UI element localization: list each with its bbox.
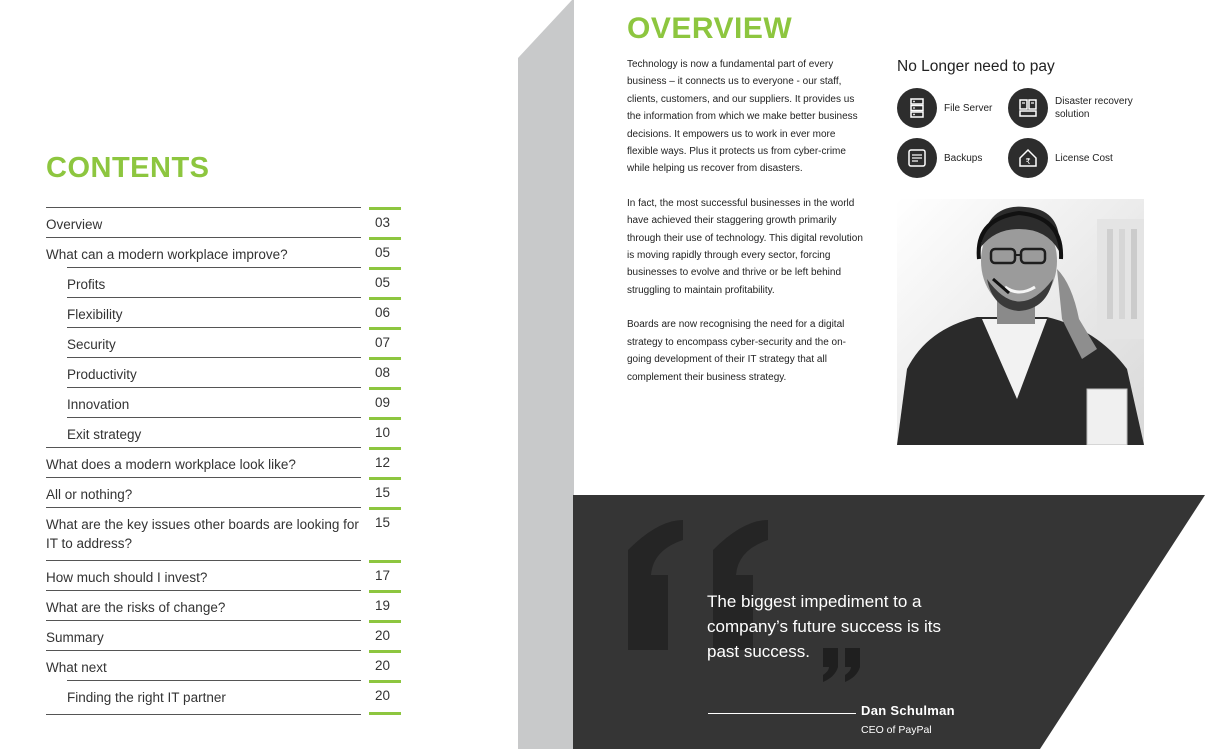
toc-entry-page: 03	[369, 207, 401, 237]
toc-entry[interactable]	[46, 297, 402, 327]
quote-divider	[708, 713, 856, 714]
toc-entry-page: 15	[369, 507, 401, 560]
disaster-recovery-icon	[1008, 88, 1048, 128]
toc-entry-page: 08	[369, 357, 401, 387]
toc-entry-page: 10	[369, 417, 401, 447]
toc-entry-title: Finding the right IT partner	[67, 680, 361, 710]
toc-entry[interactable]	[46, 267, 402, 297]
toc-entry-page: 15	[369, 477, 401, 507]
file-server-icon	[897, 88, 937, 128]
page-spine	[518, 0, 574, 749]
toc-entry[interactable]	[46, 590, 402, 620]
toc-entry[interactable]	[46, 507, 402, 560]
no-longer-title: No Longer need to pay	[897, 58, 1055, 75]
overview-paragraph: Technology is now a fundamental part of every business – it connects us to everyone - our staff, clients, customers, and our suppliers. It provides us the information from which we make better business decisions. It empowers us to work in ever more flexible ways. Plus it protects us from cyber-crime while helping us recover from disasters.	[627, 59, 858, 175]
toc-entry-page: 12	[369, 447, 401, 477]
toc-entry-title: How much should I invest?	[46, 560, 361, 590]
toc-entry-title: Innovation	[67, 387, 361, 417]
toc-entry-title: What does a modern workplace look like?	[46, 447, 361, 477]
toc-entry-title: Flexibility	[67, 297, 361, 327]
toc-entry-page: 05	[369, 237, 401, 267]
toc-entry[interactable]	[46, 237, 402, 267]
toc-entry[interactable]	[46, 207, 402, 237]
feature-label: File Server	[944, 102, 993, 114]
feature-label: Backups	[944, 152, 983, 164]
toc-bottom-accent	[369, 712, 401, 715]
toc-entry-title: All or nothing?	[46, 477, 361, 507]
feature-label: Disaster recovery solution	[1055, 96, 1133, 120]
feature-disaster-recovery	[1008, 88, 1145, 128]
toc-entry[interactable]	[46, 447, 402, 477]
feature-backups	[897, 138, 1014, 178]
toc-entry-title: Summary	[46, 620, 361, 650]
toc-entry-title: Exit strategy	[67, 417, 361, 447]
toc-bottom-rule	[46, 714, 361, 715]
toc-entry[interactable]	[46, 620, 402, 650]
toc-entry-title: Profits	[67, 267, 361, 297]
toc-entry-page: 20	[369, 650, 401, 680]
toc-entry[interactable]	[46, 357, 402, 387]
toc-entry-page: 20	[369, 680, 401, 710]
feature-file-server	[897, 88, 1014, 128]
toc-entry-page: 17	[369, 560, 401, 590]
toc-entry-page: 09	[369, 387, 401, 417]
toc-entry-title: Productivity	[67, 357, 361, 387]
quote-author: Dan Schulman	[861, 703, 955, 718]
toc-entry-title: What are the key issues other boards are looking for IT to address?	[46, 507, 361, 560]
quote-author-role: CEO of PayPal	[861, 724, 932, 736]
contents-title: CONTENTS	[46, 152, 210, 184]
toc-entry[interactable]	[46, 560, 402, 590]
toc-entry[interactable]	[46, 477, 402, 507]
feature-license-cost	[1008, 138, 1145, 178]
toc-entry[interactable]	[46, 417, 402, 447]
backups-icon	[897, 138, 937, 178]
table-of-contents	[46, 207, 402, 710]
toc-entry-title: What are the risks of change?	[46, 590, 361, 620]
toc-entry-page: 20	[369, 620, 401, 650]
overview-title: OVERVIEW	[627, 12, 793, 45]
toc-entry[interactable]	[46, 387, 402, 417]
quote-text: The biggest impediment to a company’s future success is its past success.	[707, 592, 941, 661]
toc-entry-page: 19	[369, 590, 401, 620]
license-cost-icon	[1008, 138, 1048, 178]
toc-entry-page: 07	[369, 327, 401, 357]
toc-entry[interactable]	[46, 650, 402, 680]
toc-entry-page: 06	[369, 297, 401, 327]
svg-text:₹: ₹	[1025, 157, 1031, 166]
toc-entry[interactable]	[46, 327, 402, 357]
overview-paragraph: Boards are now recognising the need for a digital strategy to encompass cyber-security and the on-going development of their IT strategy that all complement their business strategy.	[627, 319, 846, 383]
toc-entry-title: What next	[46, 650, 361, 680]
person-headset-photo	[897, 199, 1144, 445]
overview-paragraph: In fact, the most successful businesses in the world have achieved their staggering growth primarily through their use of technology. This digital revolution is moving rapidly through every sector, forcing businesses to evolve and thrive or be left behind struggling to maintain profitability.	[627, 197, 863, 296]
toc-entry-title: What can a modern workplace improve?	[46, 237, 361, 267]
overview-body	[627, 56, 869, 403]
feature-label: License Cost	[1055, 152, 1113, 164]
toc-entry-title: Security	[67, 327, 361, 357]
toc-entry[interactable]	[46, 680, 402, 710]
toc-entry-title: Overview	[46, 207, 361, 237]
toc-entry-page: 05	[369, 267, 401, 297]
